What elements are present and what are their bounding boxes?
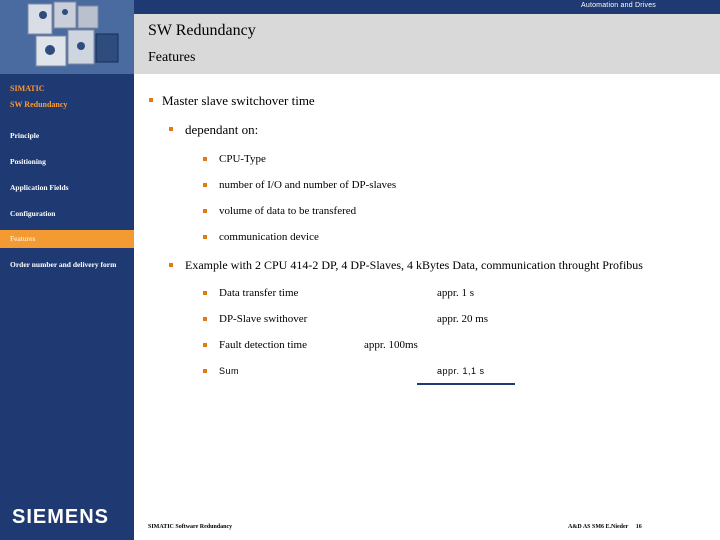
page-subtitle: Features	[148, 50, 196, 65]
sidebar-item-positioning[interactable]: Positioning	[10, 157, 46, 166]
row-label-data-transfer: Data transfer time	[219, 287, 299, 299]
bullet-master-slave: Master slave switchover time	[162, 93, 315, 108]
bullet-marker	[203, 183, 207, 187]
bullet-marker	[149, 98, 153, 102]
bullet-example: Example with 2 CPU 414-2 DP, 4 DP-Slaves, 4 kBytes Data, communication throught Profibus	[185, 258, 643, 272]
page-number: 16	[635, 524, 642, 530]
dep-data-volume: volume of data to be transfered	[219, 205, 357, 217]
footer-title: SIMATIC Software Redundancy	[148, 524, 233, 530]
bullet-dependant-on: dependant on:	[185, 122, 259, 137]
title-band	[134, 14, 720, 74]
row-label-sum: Sum	[219, 366, 240, 376]
bullet-marker	[203, 291, 207, 295]
row-value-data-transfer: appr. 1 s	[437, 287, 474, 299]
bullet-marker	[169, 127, 173, 131]
bullet-marker	[203, 157, 207, 161]
bullet-marker	[203, 235, 207, 239]
bullet-marker	[203, 209, 207, 213]
sidebar-item-principle[interactable]: Principle	[10, 131, 40, 140]
sidebar-item-application-fields[interactable]: Application Fields	[10, 183, 69, 192]
sidebar-item-features[interactable]: Features	[0, 230, 134, 248]
sum-underline	[417, 383, 515, 385]
bullet-marker	[169, 263, 173, 267]
sidebar-item-configuration[interactable]: Configuration	[10, 209, 56, 218]
row-value-fault-detection: appr. 100ms	[364, 339, 418, 351]
bullet-marker	[203, 343, 207, 347]
product-photo	[0, 0, 134, 74]
bullet-marker	[203, 317, 207, 321]
sidebar-item-order-number[interactable]: Order number and delivery form	[10, 260, 117, 269]
page-title: SW Redundancy	[148, 22, 256, 39]
row-value-sum: appr. 1,1 s	[437, 366, 485, 376]
footer-author-text: A&D AS SM6 E.Nieder	[568, 524, 629, 530]
dep-cpu-type: CPU-Type	[219, 153, 266, 165]
sidebar-heading-simatic: SIMATIC	[10, 84, 45, 93]
sidebar	[0, 74, 134, 540]
product-photo-graphic	[0, 0, 134, 74]
row-value-slave-switchover: appr. 20 ms	[437, 313, 489, 325]
row-label-fault-detection: Fault detection time	[219, 339, 307, 351]
dep-comm-device: communication device	[219, 231, 319, 243]
row-label-slave-switchover: DP-Slave swithover	[219, 313, 308, 325]
sidebar-heading-sw-redundancy: SW Redundancy	[10, 100, 68, 109]
dep-io-slaves: number of I/O and number of DP-slaves	[219, 179, 397, 191]
bullet-marker	[203, 369, 207, 373]
footer-author	[568, 524, 642, 530]
siemens-logo: SIEMENS	[12, 506, 110, 528]
division-label: Automation and Drives	[580, 2, 656, 9]
